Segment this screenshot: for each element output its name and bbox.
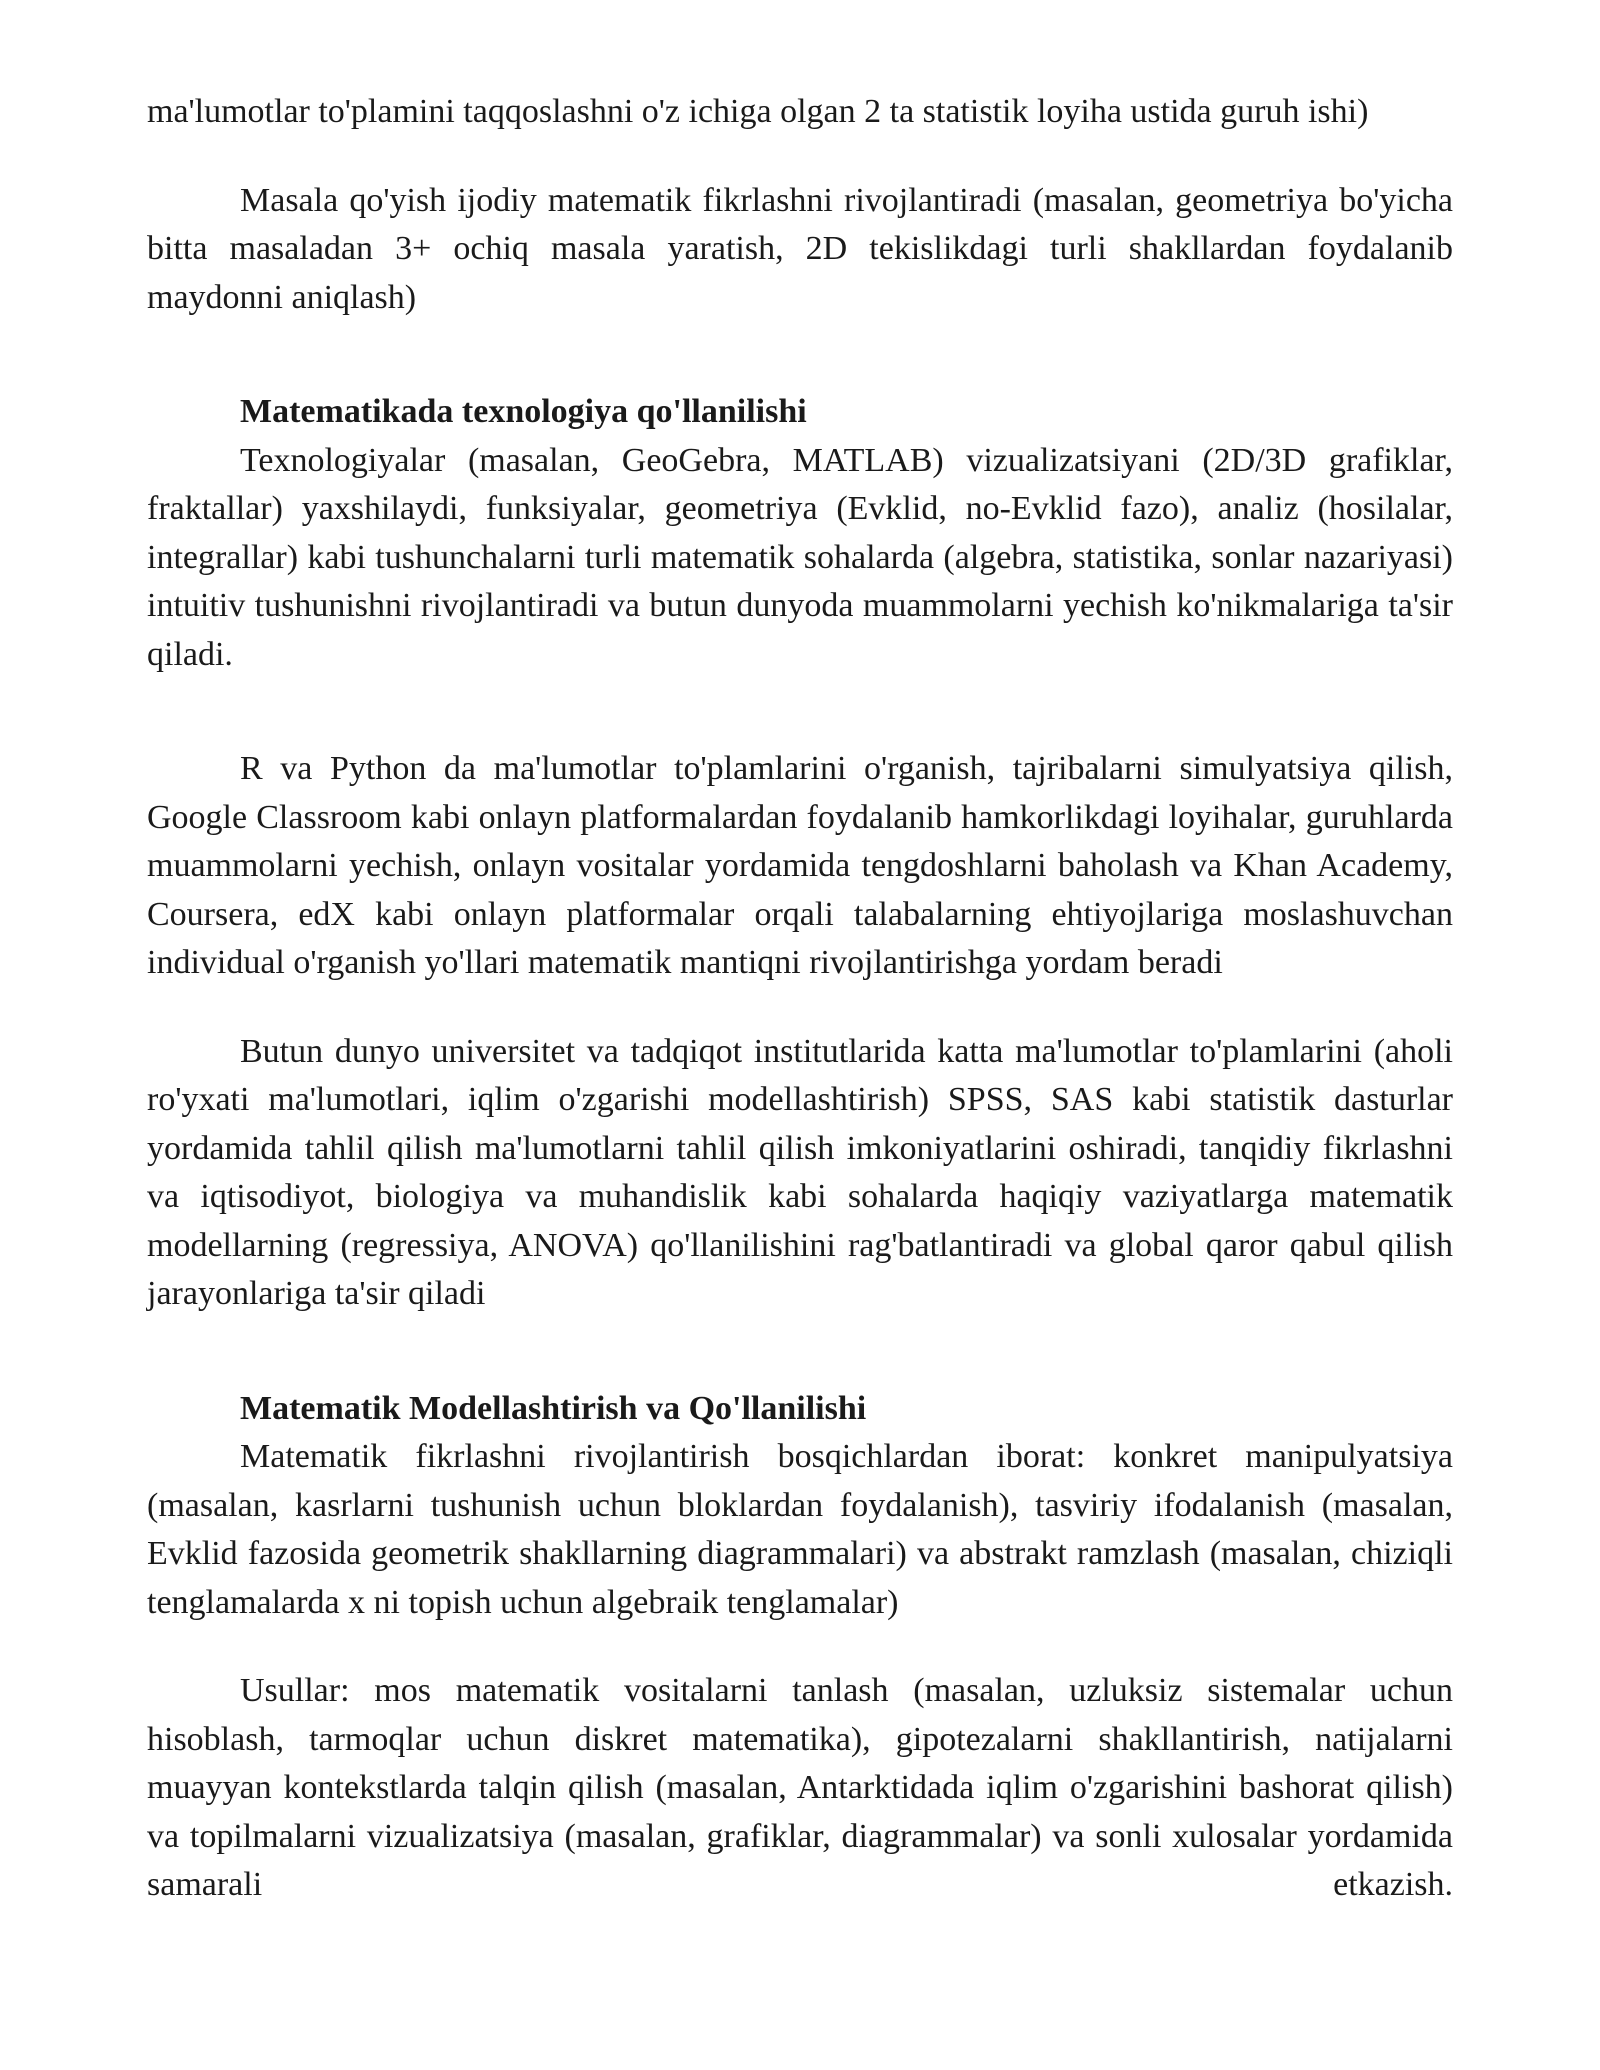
paragraph-problem-posing: Masala qo'yish ijodiy matematik fikrlashni rivojlantiradi (masalan, geometriya bo'yicha bitta masaladan 3+ ochiq masala yaratish, 2D tekislikdagi turli shakllardan foydalanib maydonni aniqlash): [147, 181, 1453, 316]
paragraph-big-data: Butun dunyo universitet va tadqiqot institutlarida katta ma'lumotlar to'plamlarini (aholi ro'yxati ma'lumotlari, iqlim o'zgarishi modellashtirish) SPSS, SAS kabi statistik dasturlar yordamida tahlil qilish ma'lumotlarni tahlil qilish imkoniyatlarini oshiradi, tanqidiy fikrlashni va iqtisodiyot, biologiya va muhandislik kabi sohalarda haqiqiy vaziyatlarga matematik modellarning (regressiya, ANOVA) qo'llanilishini rag'batlantiradi va global qaror qabul qilish jarayonlariga ta'sir qiladi: [147, 1032, 1453, 1312]
paragraph-group-work: ma'lumotlar to'plamini taqqoslashni o'z ichiga olgan 2 ta statistik loyiha ustida guruh ishi): [147, 93, 1369, 130]
paragraph-stages: Matematik fikrlashni rivojlantirish bosqichlardan iborat: konkret manipulyatsiya (masalan, kasrlarni tushunish uchun bloklardan foydalanish), tasviriy ifodalanish (masalan, Evklid fazosida geometrik shakllarning diagrammalari) va abstrakt ramzlash (masalan, chiziqli tenglamalarda x ni topish uchun algebraik tenglamalar): [147, 1438, 1453, 1621]
paragraph-technology: Texnologiyalar (masalan, GeoGebra, MATLAB) vizualizatsiyani (2D/3D grafiklar, fraktallar) yaxshilaydi, funksiyalar, geometriya (Evklid, no-Evklid fazo), analiz (hosilalar, integrallar) kabi tushunchalarni turli matematik sohalarda (algebra, statistika, sonlar nazariyasi) intuitiv tushunishni rivojlantiradi va butun dunyoda muammolarni yechish ko'nikmalariga ta'sir qiladi.: [147, 441, 1453, 673]
heading-math-modeling: Matematik Modellashtirish va Qo'llanilishi: [240, 1389, 867, 1427]
document-page: [147, 88, 1453, 1910]
heading-technology-in-math: Matematikada texnologiya qo'llanilishi: [240, 393, 807, 430]
paragraph-r-python: R va Python da ma'lumotlar to'plamlarini o'rganish, tajribalarni simulyatsiya qilish, Google Classroom kabi onlayn platformalardan foydalanib hamkorlikdagi loyihalar, guruhlarda muammolarni yechish, onlayn vositalar yordamida tengdoshlarni baholash va Khan Academy, Coursera, edX kabi onlayn platformalar orqali talabalarning ehtiyojlariga moslashuvchan individual o'rganish yo'llari matematik mantiqni rivojlantirishga yordam beradi: [147, 750, 1453, 981]
paragraph-methods: Usullar: mos matematik vositalarni tanlash (masalan, uzluksiz sistemalar uchun hisoblash, tarmoqlar uchun diskret matematika), gipotezalarni shakllantirish, natijalarni muayyan kontekstlarda talqin qilish (masalan, Antarktidada iqlim o'zgarishini bashorat qilish) va topilmalarni vizualizatsiya (masalan, grafiklar, diagrammalar) va sonli xulosalar yordamida samarali etkazish.: [147, 1672, 1453, 1903]
